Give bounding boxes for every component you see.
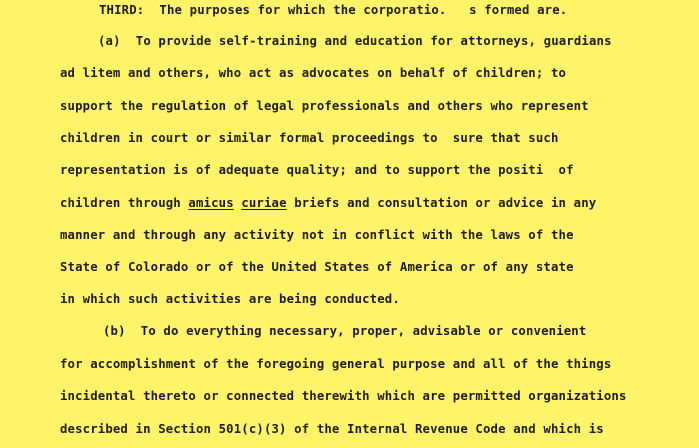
clause-b-line-2: for accomplishment of the foregoing general purpose and all of the things [60, 357, 612, 371]
line-text-after: briefs and consultation or advice in any [286, 196, 597, 210]
article-third-heading-line: THIRD: The purposes for which the corporatio. s formed are. [99, 3, 568, 17]
clause-b-line-4: described in Section 501(c)(3) of the Internal Revenue Code and which is [60, 422, 604, 436]
clause-a-line-1: (a) To provide self-training and education for attorneys, guardians [98, 34, 612, 48]
clause-a-line-8: State of Colorado or of the United States of America or of any state [60, 260, 574, 274]
line-text-before: children through [60, 196, 189, 210]
clause-a-line-5: representation is of adequate quality; and to support the positi of [60, 163, 574, 177]
clause-a-line-4: children in court or similar formal proceedings to sure that such [60, 131, 559, 145]
clause-b-line-3: incidental thereto or connected therewith which are permitted organizations [60, 389, 627, 403]
clause-a-line-7: manner and through any activity not in conflict with the laws of the [60, 228, 574, 242]
clause-a-line-2: ad litem and others, who act as advocates on behalf of children; to [60, 66, 567, 80]
clause-a-line-3: support the regulation of legal professionals and others who represent [60, 99, 589, 113]
clause-a-line-9: in which such activities are being conducted. [60, 292, 400, 306]
underlined-term-amicus: amicus [188, 196, 234, 210]
clause-b-line-1: (b) To do everything necessary, proper, advisable or convenient [103, 324, 587, 338]
clause-a-line-6 [60, 195, 596, 211]
underlined-term-curiae: curiae [241, 196, 287, 210]
